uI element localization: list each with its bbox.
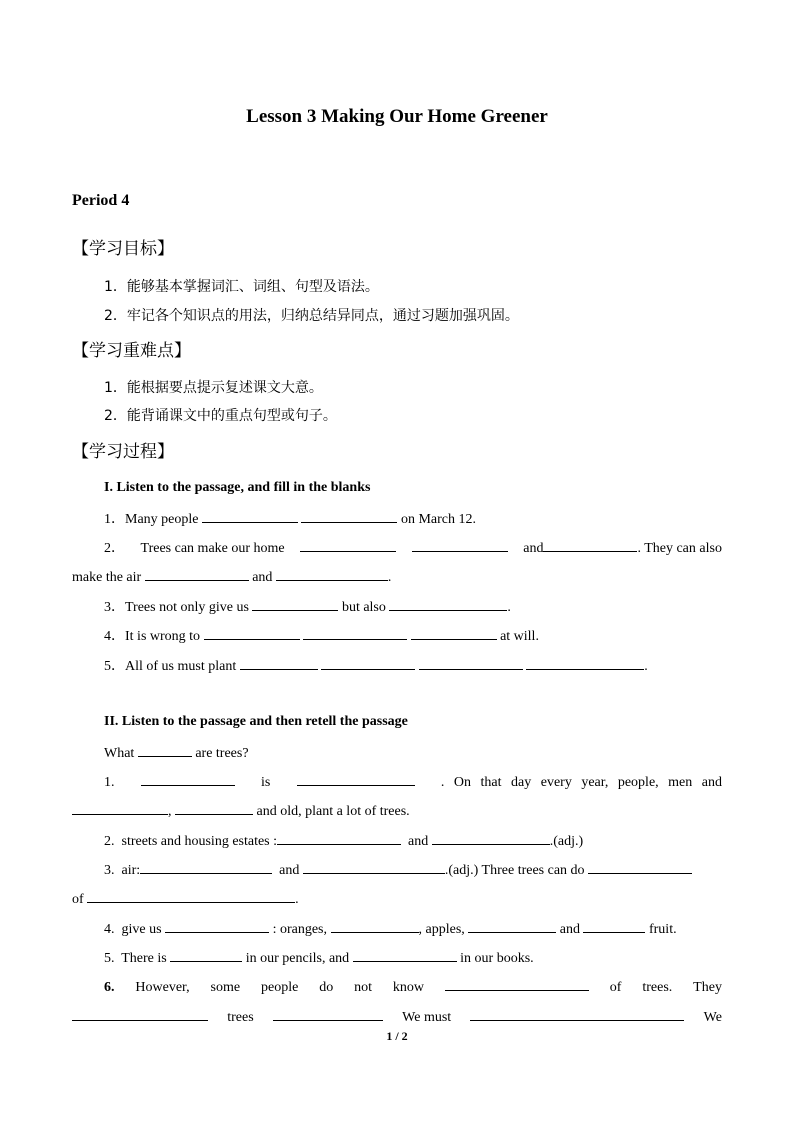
retell-line-6: 6. However, some people do not know of trees. They <box>104 980 722 995</box>
retell-line-1: 1. is . On that day every year, people, men and <box>104 775 722 790</box>
blank[interactable] <box>303 861 445 874</box>
blank[interactable] <box>240 657 318 670</box>
blank[interactable] <box>468 920 556 933</box>
goal-item: 2．牢记各个知识点的用法，归纳总结异同点，通过习题加强巩固。 <box>104 308 519 324</box>
blank[interactable] <box>583 920 645 933</box>
retell-line-3: 3. air: and .(adj.) Three trees can do <box>104 861 692 879</box>
section-1-title: I. Listen to the passage, and fill in the blanks <box>104 480 371 495</box>
exercise-line-5: 5．All of us must plant . <box>104 659 648 674</box>
blank[interactable] <box>87 890 295 903</box>
blank[interactable] <box>526 657 644 670</box>
retell-line-2: 2. streets and housing estates : and .(adj.) <box>104 834 584 849</box>
blank[interactable] <box>321 657 415 670</box>
blank[interactable] <box>140 861 272 874</box>
blank[interactable] <box>412 539 508 552</box>
retell-line-5: 5. There is in our pencils, and in our books. <box>104 951 534 966</box>
blank[interactable] <box>445 978 589 991</box>
blank[interactable] <box>252 598 338 611</box>
retell-line-4: 4. give us : oranges, , apples, and fruit. <box>104 922 677 937</box>
exercise-line-2-cont: make the air and . <box>72 570 392 585</box>
exercise-line-4: 4．It is wrong to at will. <box>104 629 539 644</box>
exercise-line-3: 3．Trees not only give us but also . <box>104 600 511 615</box>
blank[interactable] <box>72 802 168 815</box>
retell-line-1-cont: , and old, plant a lot of trees. <box>72 802 410 820</box>
blank[interactable] <box>303 627 407 640</box>
blank[interactable] <box>165 920 269 933</box>
blank[interactable] <box>353 949 457 962</box>
page-title: Lesson 3 Making Our Home Greener <box>246 106 548 127</box>
goal-item: 1．能够基本掌握词汇、词组、句型及语法。 <box>104 279 379 295</box>
key-point-item: 1．能根据要点提示复述课文大意。 <box>104 380 323 396</box>
key-points-heading: 【学习重难点】 <box>72 341 191 361</box>
exercise-line-2: 2． Trees can make our home and . They can also <box>104 541 722 556</box>
section-2-title: II. Listen to the passage and then retell the passage <box>104 714 408 729</box>
blank[interactable] <box>204 627 300 640</box>
blank[interactable] <box>175 802 253 815</box>
blank[interactable] <box>276 568 388 581</box>
retell-line-6-cont: trees We must We <box>72 1008 722 1026</box>
blank[interactable] <box>411 627 497 640</box>
blank[interactable] <box>170 949 242 962</box>
blank[interactable] <box>301 510 397 523</box>
blank[interactable] <box>331 920 419 933</box>
blank[interactable] <box>419 657 523 670</box>
exercise-intro: What are trees? <box>104 746 249 761</box>
blank[interactable] <box>297 773 415 786</box>
item-number: 1． <box>104 512 125 527</box>
period-label: Period 4 <box>72 192 130 209</box>
exercise-line-1: 1．Many people on March 12. <box>104 512 477 527</box>
blank[interactable] <box>389 598 507 611</box>
blank[interactable] <box>138 744 192 757</box>
blank[interactable] <box>588 861 692 874</box>
process-heading: 【学习过程】 <box>72 442 174 462</box>
blank[interactable] <box>543 539 637 552</box>
goals-heading: 【学习目标】 <box>72 239 174 259</box>
blank[interactable] <box>141 773 235 786</box>
page-number: 1 / 2 <box>386 1029 408 1043</box>
blank[interactable] <box>300 539 396 552</box>
retell-line-3-cont: of . <box>72 892 299 907</box>
blank[interactable] <box>72 1008 208 1021</box>
blank[interactable] <box>470 1008 684 1021</box>
key-point-item: 2．能背诵课文中的重点句型或句子。 <box>104 408 337 424</box>
blank[interactable] <box>145 568 249 581</box>
blank[interactable] <box>202 510 298 523</box>
blank[interactable] <box>432 832 550 845</box>
blank[interactable] <box>277 832 401 845</box>
blank[interactable] <box>273 1008 383 1021</box>
